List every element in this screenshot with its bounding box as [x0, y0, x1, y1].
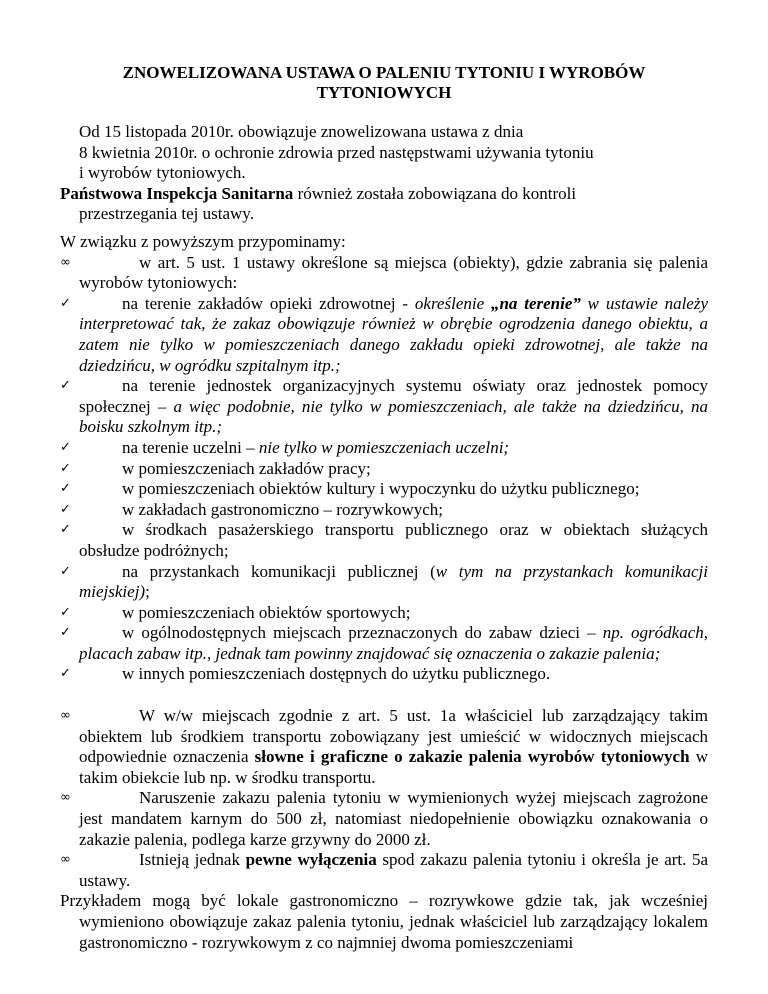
- check-item: ✓ w innych pomieszczeniach dostępnych do użytku publicznego.: [60, 664, 551, 684]
- checkmark-icon: ✓: [60, 295, 71, 311]
- infinity-bullet-icon: ∞: [60, 790, 71, 806]
- checkmark-icon: ✓: [60, 481, 71, 497]
- checkmark-icon: ✓: [60, 604, 71, 620]
- checkmark-icon: ✓: [60, 439, 71, 455]
- infinity-bullet-icon: ∞: [60, 852, 71, 868]
- checkmark-icon: ✓: [60, 666, 71, 682]
- check-item: ✓ w środkach pasażerskiego transportu publicznego oraz w obiektach służących obsłudze podróżnych;: [60, 520, 708, 560]
- check-item: ✓ w zakładach gastronomiczno – rozrywkowych;: [60, 499, 443, 519]
- check-item: ✓ w pomieszczeniach obiektów sportowych;: [60, 602, 411, 622]
- list-item: ∞ w art. 5 ust. 1 ustawy określone są miejsca (obiekty), gdzie zabrania się palenia wyrobów tytoniowych:: [60, 252, 708, 293]
- checkmark-icon: ✓: [60, 625, 71, 641]
- checkmark-icon: ✓: [60, 378, 71, 394]
- intro-line: 8 kwietnia 2010r. o ochronie zdrowia przed następstwami używania tytoniu: [79, 142, 594, 162]
- inspection-paragraph: Państwowa Inspekcja Sanitarna również została zobowiązana do kontroli przestrzegania tej ustawy.: [60, 183, 577, 224]
- page-title: ZNOWELIZOWANA USTAWA O PALENIU TYTONIU I WYROBÓW TYTONIOWYCH: [122, 63, 646, 102]
- check-item: ✓ w ogólnodostępnych miejscach przeznaczonych do zabaw dzieci – np. ogródkach, placach zabaw itp., jednak tam powinny znajdować się oznaczenia o zakazie palenia;: [60, 623, 708, 663]
- checkmark-icon: ✓: [60, 563, 71, 579]
- example-paragraph: Przykładem mogą być lokale gastronomiczno – rozrywkowe gdzie tak, jak wcześniej wymieniono obowiązuje zakaz palenia tytoniu, jednak właściciel lub zarządzający lokalem gastronomiczno - rozrywkowym z co najmniej dwoma pomieszczeniami: [60, 891, 708, 952]
- checkmark-icon: ✓: [60, 522, 71, 538]
- intro-line: Od 15 listopada 2010r. obowiązuje znowelizowana ustawa z dnia: [79, 122, 524, 141]
- check-item: ✓ w pomieszczeniach zakładów pracy;: [60, 458, 371, 478]
- list-item: ∞ Istnieją jednak pewne wyłączenia spod zakazu palenia tytoniu i określa je art. 5a ustawy.: [60, 850, 709, 890]
- reminder-line: W związku z powyższym przypominamy:: [60, 232, 346, 251]
- checkmark-icon: ✓: [60, 501, 71, 517]
- inspection-name: Państwowa Inspekcja Sanitarna: [60, 183, 294, 203]
- checkmark-icon: ✓: [60, 460, 71, 476]
- list-item: ∞ Naruszenie zakazu palenia tytoniu w wymienionych wyżej miejscach zagrożone jest mandatem karnym do 500 zł, natomiast niedopełnienie obowiązku oznakowania o zakazie palenia, podlega karze grzywny do 2000 zł.: [60, 788, 708, 849]
- intro-line: i wyrobów tytoniowych.: [79, 163, 246, 183]
- check-item: ✓ na terenie zakładów opieki zdrowotnej - określenie „na terenie” w ustawie należy interpretować tak, że zakaz obowiązuje również w obrębie ogrodzenia danego obiektu, a zatem nie tylko w pomieszczeniach danego zakładu opieki zdrowotnej, ale także na dziedzińcu, w ogródku szpitalnym itp.;: [60, 293, 709, 375]
- check-item: ✓ na terenie jednostek organizacyjnych systemu oświaty oraz jednostek pomocy społecznej – a więc podobnie, nie tylko w pomieszczeniach, ale także na dziedzińcu, na boisku szkolnym itp.;: [60, 376, 708, 437]
- check-item: ✓ na przystankach komunikacji publicznej (w tym na przystankach komunikacji miejskiej);: [60, 561, 708, 602]
- list-item: ∞ W w/w miejscach zgodnie z art. 5 ust. 1a właściciel lub zarządzający takim obiektem lub środkiem transportu zobowiązany jest umieścić w widocznych miejscach odpowiednie oznaczenia słowne i graficzne o zakazie palenia wyrobów tytoniowych w takim obiekcie lub np. w środku transportu.: [60, 706, 708, 787]
- intro-section: [60, 122, 708, 225]
- check-item: ✓ na terenie uczelni – nie tylko w pomieszczeniach uczelni;: [60, 437, 510, 457]
- check-item: ✓ w pomieszczeniach obiektów kultury i wypoczynku do użytku publicznego;: [60, 479, 640, 499]
- infinity-bullet-icon: ∞: [60, 254, 71, 270]
- infinity-bullet-icon: ∞: [60, 708, 71, 724]
- main-section: [60, 232, 708, 953]
